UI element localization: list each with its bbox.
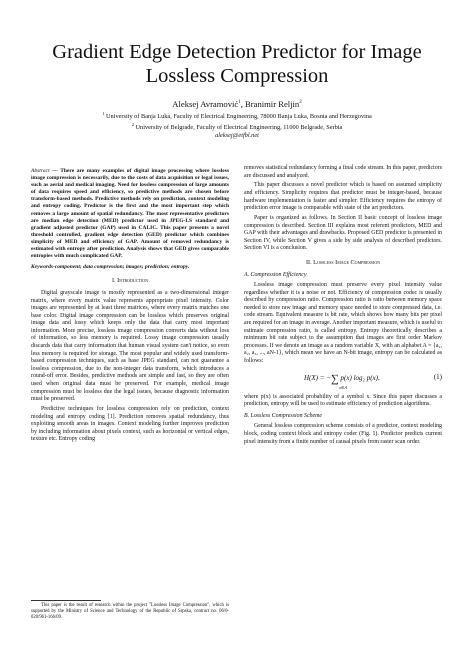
author-1-affil-mark: 1 [238, 100, 241, 105]
paragraph: This paper discusses a novel predictor which is based on assumed simplicity and efficiency. Simplicity requires that predictor must be integer-based, because hardware implementation is faster and simpler. Efficiency requires the entropy of prediction error image is comparable with state of the art predictors. [244, 182, 442, 212]
abstract [31, 168, 229, 260]
title-line-2: Lossless Compression [145, 65, 329, 87]
footnote-rule [31, 600, 101, 601]
right-column [244, 165, 442, 448]
paragraph: Digital grayscale image is mostly represented as a two-dimensional integer matrix, where every matrix value represents appropriate pixel intensity. Color images are represented by at least three matrices, where every matrix matches one base color. Digital image compression can be lossless which preserves original image data and lossy which keeps only the data that carry most important information. More precise, lossless image compression converts data without loss of information, so less memory is required. Lossy image compression usually discards data that carry information that human visual system can't notice, so even less memory is required for storage. The most popular and widely used transform-based compression techniques, such as base JPEG standard, can not guarantee a lossless compression, due to the non-integer data transform, which introduces a round-off error. Besides, predictive methods are simple and fast, so they are often used when original data must be preserved. For example, medical image compression must be lossless due the legal issues, because diagnostic information must be preserved. [31, 289, 229, 403]
footnote-text: This paper is the result of research within the project "Lossless Image Compression", which is supported by the Ministry of Science and Technology of the Republic of Srpska, contract no. 06/0-020/961-166/09. [31, 603, 229, 620]
author-2: , Branimir Reljin [240, 98, 300, 109]
author-email: aleksej@etfbl.net [215, 132, 259, 140]
subsection-heading-efficiency: A. Compression Efficiency [244, 271, 307, 278]
equation-expression [304, 374, 380, 383]
paragraph: Lossless image compression must preserve every pixel intensity value regardless whether it is a noise or not. Efficiency of compression codec is usually described by compression ratio. Compression ratio is ratio between memory space needed to store raw image and memory space needed to store compressed data, i.e. code stream. Equivalent measure is bit rate, which shows how many bits per pixel are required for an image in average. Another important measure, which is useful to estimate compression ratio, is called entropy. Entropy theoretically describes a minimum bit rate subject to the assumption that images are first order Markov processes. If we denote an image as a random variable X, with an alphabet A = {a₁, a₂, a₃, ..., aN-1}, which mean we have an N-bit image, entropy can be calculated as follows: [244, 282, 442, 365]
paragraph: where p(x) is associated probability of a symbol x. Since this paper discusses a prediction, entropy will be used to estimate efficiency of prediction algorithms. [244, 393, 442, 408]
equation-number: (1) [433, 372, 442, 381]
footnote [31, 603, 229, 621]
paragraph: General lossless compression scheme consists of a predictor, context modeling block, coding context block and entropy coder (Fig. 1). Predictor predicts current pixel intensity from a finite number of causal pixels from raster scan order. [244, 423, 442, 445]
affiliation-1-text: University of Banja Luka, Faculty of Electrical Engineering, 78000 Banja Luka, Bosnia and Herzegovina [104, 113, 372, 121]
section-heading-introduction: I. Introduction [111, 277, 149, 285]
keywords: Keywords-component; data compression; images; prediction; entropy. [31, 264, 190, 271]
paragraph: Paper is organized as follows. In Section II basic concept of lossless image compression is described. Section III explains most referent predictors, MED and GAP with their advantages and drawbacks. Proposed GED predictor is presented in Section IV, while Section V gives a side by side analysis of described predictors. Section VI is a conclusion. [244, 214, 442, 252]
abstract-text: — There are many examples of digital image processing where lossless image compression is necessarily, due to the costs of data acquisition or legal issues, such as aerial and medical imaging. Need for lossless compression of large amounts of data requires speed and efficiency, so predictive methods are chosen before transform-based methods. Predictive methods rely on prediction, context modeling and entropy coding. Predictor is the first and the most important step which removes a large amount of spatial redundancy. The most representative predictors are median edge detection (MED) predictor used in JPEG-LS standard and gradient adjusted predictor (GAP) used in CALIC. This paper presents a novel threshold controlled, gradient edge detection (GED) predictor which combines simplicity of MED and efficiency of GAP. Amount of removed redundancy is estimated with entropy after prediction. Analysis shows that GED gives comparable entropies with much complicated GAP. [31, 168, 229, 260]
affiliation-1 [30, 110, 444, 121]
left-column [31, 168, 229, 446]
summation-index: x∈A [339, 384, 348, 390]
paragraph: Predictive techniques for lossless compression rely on prediction, context modeling and entropy coding [1]. Prediction removes spatial redundancy, thus exploiting smooth areas in images. Context modeling further improves prediction by including information about pixels context, such as horizontal or vertical edges, texture etc. Entropy coding [31, 406, 229, 443]
title-line-1: Gradient Edge Detection Predictor for Image [52, 41, 422, 63]
section-heading-lossless: II. Lossless Image Compression [305, 258, 381, 266]
author-list [30, 98, 444, 109]
affiliation-2-mark: 2 [131, 122, 134, 128]
affiliation-1-mark: 1 [102, 111, 105, 116]
abstract-lead: Abstract [31, 168, 50, 174]
affiliation-2 [30, 121, 444, 132]
author-2-affil-mark: 2 [299, 100, 302, 105]
equation-body: p(x) log₂ p(x), [338, 373, 380, 382]
subsection-heading-scheme: B. Lossless Compression Scheme [244, 412, 322, 419]
equation-lhs: H(X) = − [304, 373, 331, 382]
paper-title [30, 40, 444, 88]
author-1: Aleksej Avramović [172, 98, 239, 109]
paragraph: removes statistical redundancy forming a final code stream. In this paper, predictors are discussed and analyzed. [244, 165, 442, 179]
affiliation-2-text: University of Belgrade, Faculty of Electrical Engineering, 11000 Belgrade, Serbia [133, 124, 343, 132]
affiliations [30, 110, 444, 140]
summation-symbol: ∑ [330, 372, 339, 385]
equation-entropy [244, 370, 442, 390]
